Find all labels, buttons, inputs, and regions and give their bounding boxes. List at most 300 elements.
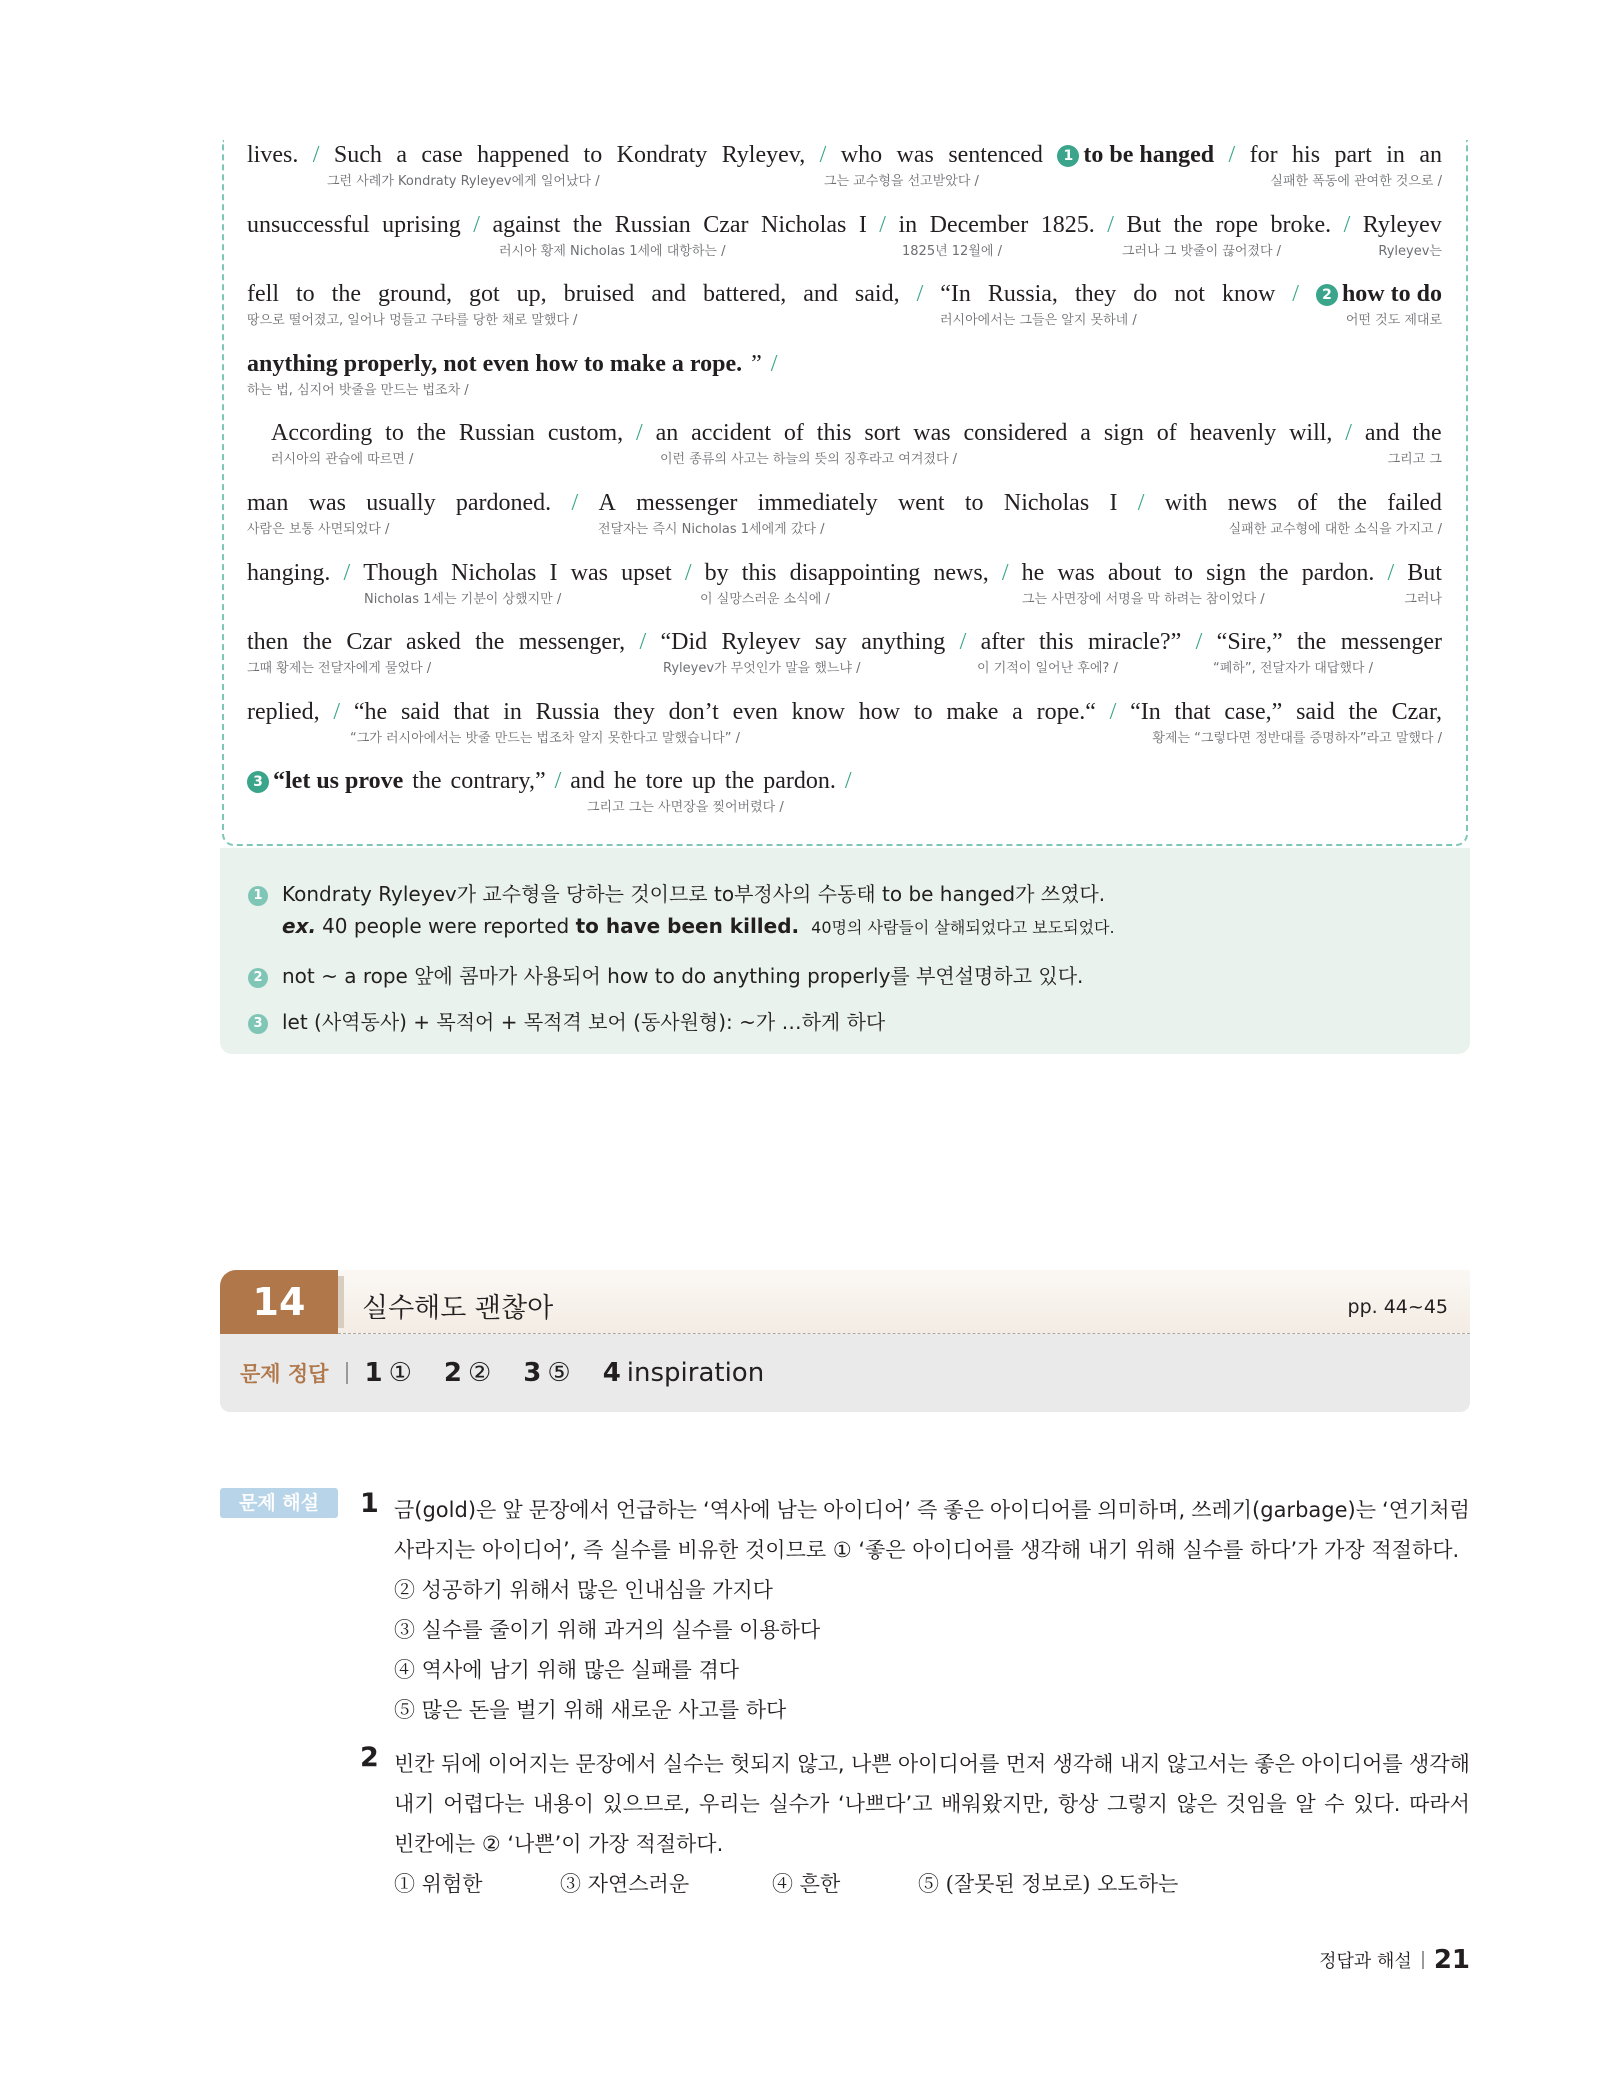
word: the: [1337, 490, 1367, 516]
answer-3: 3 ⑤: [523, 1358, 571, 1388]
word: 있으므로,: [602, 1792, 691, 1816]
translation-chunk: 그러나: [1404, 591, 1442, 607]
chunk-slash: /: [684, 559, 692, 586]
english-sentence: [247, 488, 1442, 518]
korean-translation: [247, 588, 1442, 608]
word: up,: [516, 281, 547, 308]
note-number-badge: 3: [248, 1014, 268, 1034]
word: But: [1407, 559, 1442, 586]
chunk-slash: /: [1228, 142, 1236, 168]
example-label: ex.: [282, 914, 317, 938]
word: broke.: [1270, 211, 1332, 238]
word: a: [1012, 698, 1023, 725]
translation-chunk: 실패한 교수형에 대한 소식을 가지고 /: [1228, 522, 1442, 537]
word: do: [1133, 281, 1158, 308]
word: 수: [1324, 1792, 1345, 1816]
word: with: [1164, 490, 1208, 516]
translation-chunk: 그는 사면장에 서명을 막 하려는 참이었다 /: [1022, 591, 1265, 607]
explanation-2-line-3: 빈칸에는 ② ‘나쁜’이 가장 적절하다.: [394, 1832, 724, 1856]
word: was: [913, 420, 951, 447]
word: “Sire,”: [1216, 629, 1283, 656]
english-sentence: [247, 627, 1442, 657]
example-translation: 40명의 사람들이 살해되었다고 보도되었다.: [811, 918, 1115, 937]
note-number-badge: 3: [247, 771, 269, 793]
passage-line: [247, 349, 1442, 399]
highlighted-phrase: “let us prove: [273, 768, 404, 795]
word: 먼저: [1005, 1752, 1047, 1776]
example-text: 40 people were reported: [322, 914, 576, 938]
word: how: [858, 698, 901, 725]
translation-chunk: 러시아 황제 Nicholas 1세에 대항하는 /: [499, 243, 726, 259]
word: the: [302, 629, 333, 656]
word: unsuccessful: [247, 211, 370, 238]
word: Czar,: [1391, 698, 1442, 725]
explanation-2-number: 2: [360, 1742, 379, 1773]
word: for: [1249, 142, 1278, 168]
chunk-slash: /: [1195, 629, 1203, 656]
chunk-slash: /: [1109, 698, 1117, 725]
korean-translation: [247, 796, 1442, 816]
explanation-2-option: ③ 자연스러운: [560, 1872, 690, 1896]
chunk-slash: /: [770, 350, 778, 377]
word: his: [1292, 142, 1321, 168]
word: 나쁜: [850, 1752, 892, 1776]
word: 실수가: [768, 1792, 830, 1816]
explanation-1-line-1: [394, 1494, 1470, 1524]
explanation-2-option: ④ 흔한: [772, 1872, 841, 1896]
passage-line: [247, 558, 1442, 608]
word: that: [1174, 698, 1211, 725]
translation-chunk: 실패한 폭동에 관여한 것으로 /: [1270, 174, 1442, 189]
word: 배워왔지만,: [941, 1792, 1050, 1816]
word: tore: [645, 768, 683, 795]
note-1-example: [248, 914, 1115, 938]
translation-chunk: 사람은 보통 사면되었다 /: [247, 522, 390, 537]
word: the: [1348, 698, 1378, 725]
word: 이어지는: [487, 1752, 570, 1776]
page-number: 21: [1433, 1945, 1470, 1975]
word: 즉: [916, 1498, 938, 1522]
word: said,: [854, 281, 900, 308]
english-sentence: [247, 349, 1442, 379]
word: the: [1173, 211, 1203, 238]
word: messenger: [1340, 629, 1442, 656]
translation-chunk: 이런 종류의 사고는 하늘의 뜻의 징후라고 여겨졌다 /: [660, 452, 958, 468]
explanation-2-option: ⑤ (잘못된 정보로) 오도하는: [918, 1872, 1179, 1896]
word: 아이디어를: [897, 1752, 1000, 1776]
word: a: [396, 142, 407, 168]
word: 어렵다는: [443, 1792, 525, 1816]
word: Russia,: [987, 281, 1058, 308]
word: replied,: [247, 698, 320, 725]
word: bruised: [563, 281, 635, 308]
english-sentence: [247, 697, 1442, 727]
word: went: [897, 490, 945, 516]
translation-chunk: 러시아에서는 그들은 알지 못하네 /: [940, 313, 1137, 329]
word: the: [416, 420, 447, 447]
word: According: [271, 420, 373, 447]
answer-2: 2 ②: [443, 1358, 492, 1388]
word: “Did: [660, 629, 708, 656]
translation-chunk: 1825년 12월에 /: [902, 243, 1002, 259]
passage-line: [247, 140, 1442, 190]
word: Nicholas: [1003, 490, 1090, 516]
word: the: [1297, 629, 1327, 656]
translation-chunk: 그리고 그: [1387, 452, 1442, 468]
word: after: [980, 629, 1025, 656]
note-3-text: let (사역동사) + 목적어 + 목적격 보어 (동사원형): ~가 …하게 하다: [282, 1010, 886, 1034]
word: 내기: [394, 1792, 435, 1816]
word: say: [814, 629, 847, 656]
korean-translation: [247, 657, 1442, 677]
word: he: [1021, 559, 1045, 586]
chunk-slash: /: [639, 629, 647, 656]
section-title: 실수해도 괜찮아: [362, 1293, 554, 1324]
passage-line: [247, 210, 1442, 260]
word: 문장에서: [528, 1498, 610, 1522]
word: was: [1057, 559, 1095, 586]
word: 그렇지: [1107, 1792, 1168, 1816]
english-sentence: [247, 766, 1442, 796]
word: case: [421, 142, 463, 168]
note-1: [248, 878, 1105, 907]
translation-chunk: 땅으로 떨어졌고, 일어나 멍들고 구타를 당한 채로 말했다 /: [247, 313, 578, 329]
korean-translation: [247, 170, 1442, 190]
word: they: [613, 698, 655, 725]
word: Russian: [614, 211, 691, 238]
word: immediately: [757, 490, 878, 516]
word: the: [572, 211, 603, 238]
word: an: [1419, 142, 1442, 168]
word: the: [331, 281, 361, 308]
word: the: [412, 768, 442, 795]
word: disappointing: [789, 559, 921, 586]
translation-chunk: 어떤 것도 제대로: [1345, 313, 1442, 329]
translation-chunk: Ryleyev는: [1378, 243, 1442, 259]
word: 생각해: [1409, 1752, 1470, 1776]
word: 금(gold)은: [394, 1498, 497, 1522]
word: know: [791, 698, 846, 725]
word: custom,: [547, 420, 624, 447]
word: 뒤에: [440, 1752, 482, 1776]
translation-chunk: 그때 황제는 전달자에게 물었다 /: [247, 661, 432, 677]
word: 문장에서: [575, 1752, 657, 1776]
word: “In: [940, 281, 971, 308]
word: lives.: [247, 142, 299, 168]
word: sort: [864, 420, 901, 447]
chunk-slash: /: [1345, 420, 1352, 447]
note-number-badge: 1: [248, 886, 268, 906]
word: 1825.: [1040, 211, 1095, 238]
word: was: [308, 490, 346, 516]
bold-phrase: [247, 349, 742, 379]
example-highlight: to have been killed.: [575, 914, 800, 938]
grammar-notes-panel: [220, 848, 1470, 1054]
word: to: [385, 420, 404, 447]
word: 아이디어’: [823, 1498, 911, 1522]
word: and: [1364, 420, 1400, 447]
word: December: [929, 211, 1029, 238]
word: in: [1386, 142, 1405, 168]
word: to: [964, 490, 984, 516]
numbered-phrase: [1057, 140, 1214, 170]
word: the: [724, 768, 755, 795]
word: messenger,: [518, 629, 626, 656]
word: I: [549, 559, 558, 586]
word: not: [1174, 281, 1205, 308]
translation-chunk: “폐하”, 전달자가 대답했다 /: [1213, 661, 1373, 677]
explanation-tag: 문제 해설: [220, 1488, 338, 1518]
note-1-text: Kondraty Ryleyev가 교수형을 당하는 것이므로 to부정사의 수동태 to be hanged가 쓰였다.: [282, 882, 1106, 906]
word: sentenced: [948, 142, 1043, 168]
title-bar-accent: [338, 1276, 344, 1328]
word: news: [1227, 490, 1278, 516]
word: they: [1074, 281, 1117, 308]
word: said: [400, 698, 440, 725]
chunk-slash: /: [1107, 211, 1114, 238]
answer-key-bar: [220, 1334, 1470, 1412]
word: accident: [691, 420, 772, 447]
explanation-1-number: 1: [360, 1488, 379, 1519]
word: case,”: [1224, 698, 1283, 725]
chunk-slash: /: [879, 211, 886, 238]
answer-4: 4 inspiration: [602, 1358, 765, 1388]
passage-line: [247, 488, 1442, 538]
word: 우리는: [698, 1792, 760, 1816]
answer-key-label: 문제 정답: [240, 1362, 329, 1386]
word: Ryleyev: [721, 629, 801, 656]
explanation-1-option: ③ 실수를 줄이기 위해 과거의 실수를 이용하다: [394, 1618, 821, 1642]
section-number-badge: 14: [220, 1270, 338, 1334]
word: pardon.: [763, 768, 836, 795]
explanation-2-line-1: [394, 1748, 1470, 1778]
highlighted-phrase: how to do: [1341, 281, 1442, 308]
translation-chunk: 이 실망스러운 소식에 /: [700, 591, 830, 607]
word: 생각해: [1052, 1752, 1114, 1776]
korean-translation: [247, 379, 1442, 399]
translation-chunk: “그가 러시아에서는 밧줄 만드는 법조차 알지 못한다고 말했습니다” /: [350, 730, 740, 746]
word: to: [583, 142, 603, 168]
chunk-slash: /: [554, 768, 562, 795]
footer-label: 정답과 해설: [1319, 1951, 1412, 1972]
word: Czar: [346, 629, 392, 656]
chunk-slash: /: [916, 281, 924, 308]
word: that: [453, 698, 490, 725]
chunk-slash: /: [1137, 490, 1145, 516]
translation-chunk: Nicholas 1세는 기분이 상했지만 /: [364, 591, 562, 607]
word: 않고,: [797, 1752, 845, 1776]
word: ‘역사에: [702, 1498, 771, 1522]
chunk-slash: /: [1292, 281, 1299, 308]
word: considered: [963, 420, 1068, 447]
word: and: [651, 281, 686, 308]
word: rope: [1215, 211, 1258, 238]
translation-chunk: 하는 법, 심지어 밧줄을 만드는 법조차 /: [247, 382, 469, 398]
highlighted-phrase: to be hanged: [1083, 142, 1215, 168]
word: and: [803, 281, 838, 308]
word: Nicholas: [451, 559, 537, 586]
word: Kondraty: [616, 142, 708, 168]
word: happened: [477, 142, 570, 168]
chunk-slash: /: [959, 629, 967, 656]
word: make: [946, 698, 999, 725]
word: sign: [1206, 559, 1247, 586]
note-number-badge: 2: [248, 968, 268, 988]
section-title-bar: [338, 1270, 1470, 1334]
word: pardoned.: [455, 490, 552, 516]
translation-chunk: 그러나 그 밧줄이 끊어졌다 /: [1122, 243, 1282, 259]
chunk-slash: /: [312, 142, 320, 168]
word: Such: [333, 142, 382, 168]
word: Russia: [535, 698, 600, 725]
word: ‘연기처럼: [1382, 1498, 1470, 1522]
word: 좋은: [1254, 1752, 1295, 1776]
word: Ryleyev,: [721, 142, 806, 168]
word: I: [858, 211, 867, 238]
word: man: [247, 490, 289, 516]
note-2: [248, 960, 1083, 989]
word: don’t: [668, 698, 719, 725]
word: in: [503, 698, 522, 725]
passage-line: [247, 697, 1442, 747]
word: 않고서는: [1166, 1752, 1248, 1776]
word: of: [1156, 420, 1177, 447]
word: even: [732, 698, 778, 725]
translation-chunk: 황제는 “그렇다면 정반대를 증명하자”라고 말했다 /: [1152, 730, 1442, 746]
explanation-2-option: ① 위험한: [394, 1872, 483, 1896]
word: 좋은: [943, 1498, 984, 1522]
word: Nicholas: [761, 211, 847, 238]
word: will,: [1289, 420, 1333, 447]
word: news,: [933, 559, 989, 586]
word: know: [1221, 281, 1276, 308]
word: But: [1126, 211, 1162, 238]
word: the: [475, 629, 505, 656]
passage-line: [247, 627, 1442, 677]
passage-line: [247, 418, 1442, 468]
word: of: [1297, 490, 1318, 516]
word: “In: [1130, 698, 1161, 725]
word: this: [741, 559, 777, 586]
word: rope.“: [1036, 698, 1096, 725]
note-number-badge: 1: [1057, 145, 1079, 167]
word: got: [468, 281, 500, 308]
word: was: [896, 142, 934, 168]
chunk-slash: /: [844, 768, 852, 795]
word: sign: [1103, 420, 1144, 447]
explanation-2-line-2: [394, 1788, 1470, 1818]
word: pardon.: [1301, 559, 1375, 586]
word: Czar: [703, 211, 749, 238]
word: to: [913, 698, 933, 725]
translation-chunk: 그는 교수형을 선고받았다 /: [824, 174, 979, 189]
explanation-1-line-2: 사라지는 아이디어’, 즉 실수를 비유한 것이므로 ① ‘좋은 아이디어를 생각해 내기 위해 실수를 하다’가 가장 적절하다.: [394, 1538, 1460, 1562]
word: was: [570, 559, 608, 586]
word: Russian: [458, 420, 535, 447]
word: 빈칸: [394, 1752, 435, 1776]
word: the: [1412, 420, 1442, 447]
numbered-phrase: [247, 766, 403, 796]
footer-divider: [1422, 1951, 1424, 1969]
korean-translation: [247, 448, 1442, 468]
translation-chunk: Ryleyev가 무엇인가 말을 했느냐 /: [663, 661, 861, 677]
word: in: [898, 211, 918, 238]
word: 아이디어를: [1301, 1752, 1403, 1776]
word: 언급하는: [615, 1498, 697, 1522]
translation-chunk: 그런 사례가 Kondraty Ryleyev에게 일어났다 /: [327, 174, 600, 189]
word: 실수는: [662, 1752, 724, 1776]
word: 항상: [1057, 1792, 1099, 1816]
word: about: [1107, 559, 1162, 586]
word: who: [840, 142, 883, 168]
word: this: [1038, 629, 1074, 656]
word: anything: [861, 629, 946, 656]
note-number-badge: 2: [1316, 284, 1338, 306]
word: 의미하며,: [1097, 1498, 1186, 1522]
explanation-1-option: ② 성공하기 위해서 많은 인내심을 가지다: [394, 1578, 773, 1602]
word: contrary,”: [450, 768, 546, 795]
translation-chunk: 러시아의 관습에 따르면 /: [271, 452, 414, 468]
translation-chunk: 이 기적이 일어난 후에? /: [977, 661, 1118, 677]
answer-1: 1 ①: [364, 1358, 412, 1388]
word: he: [613, 768, 637, 795]
word: a: [1080, 420, 1091, 447]
passage-line: [247, 766, 1442, 816]
word: of: [783, 420, 804, 447]
word: Ryleyev: [1362, 211, 1442, 238]
word: 않은: [1176, 1792, 1218, 1816]
word: uprising: [382, 211, 461, 238]
word: against: [492, 211, 561, 238]
chunk-slash: /: [1001, 559, 1009, 586]
word: A: [598, 490, 616, 516]
word: then: [247, 629, 289, 656]
word: I: [1109, 490, 1118, 516]
word: upset: [621, 559, 672, 586]
word: 앞: [502, 1498, 523, 1522]
explanation-1-option: ④ 역사에 남기 위해 많은 실패를 겪다: [394, 1658, 740, 1682]
word: failed: [1387, 490, 1442, 516]
numbered-phrase: [1316, 279, 1442, 309]
word: by: [704, 559, 729, 586]
word: usually: [366, 490, 436, 516]
word: messenger: [636, 490, 738, 516]
word: asked: [406, 629, 461, 656]
note-2-text: not ~ a rope 앞에 콤마가 사용되어 how to do anything properly를 부연설명하고 있다.: [282, 964, 1084, 988]
word: 있다.: [1353, 1792, 1401, 1816]
chunk-slash: /: [1343, 211, 1351, 238]
word: 남는: [776, 1498, 818, 1522]
english-sentence: [247, 558, 1442, 588]
english-sentence: [247, 279, 1442, 309]
word: this: [816, 420, 852, 447]
word: 쓰레기(garbage)는: [1191, 1498, 1376, 1522]
word: battered,: [702, 281, 787, 308]
word: fell: [247, 281, 279, 308]
translation-chunk: 전달자는 즉시 Nicholas 1세에게 갔다 /: [598, 522, 825, 537]
english-sentence: [247, 210, 1442, 240]
word: 것임을: [1225, 1792, 1287, 1816]
english-sentence: [247, 140, 1442, 170]
word: Though: [363, 559, 438, 586]
word: ‘나쁘다’고: [837, 1792, 933, 1816]
explanation-1-option: ⑤ 많은 돈을 벌기 위해 새로운 사고를 하다: [394, 1698, 787, 1722]
word: miracle?”: [1088, 629, 1182, 656]
korean-translation: [247, 309, 1442, 329]
korean-translation: [247, 727, 1442, 747]
chunk-slash: /: [571, 490, 579, 516]
note-3: [248, 1006, 885, 1035]
